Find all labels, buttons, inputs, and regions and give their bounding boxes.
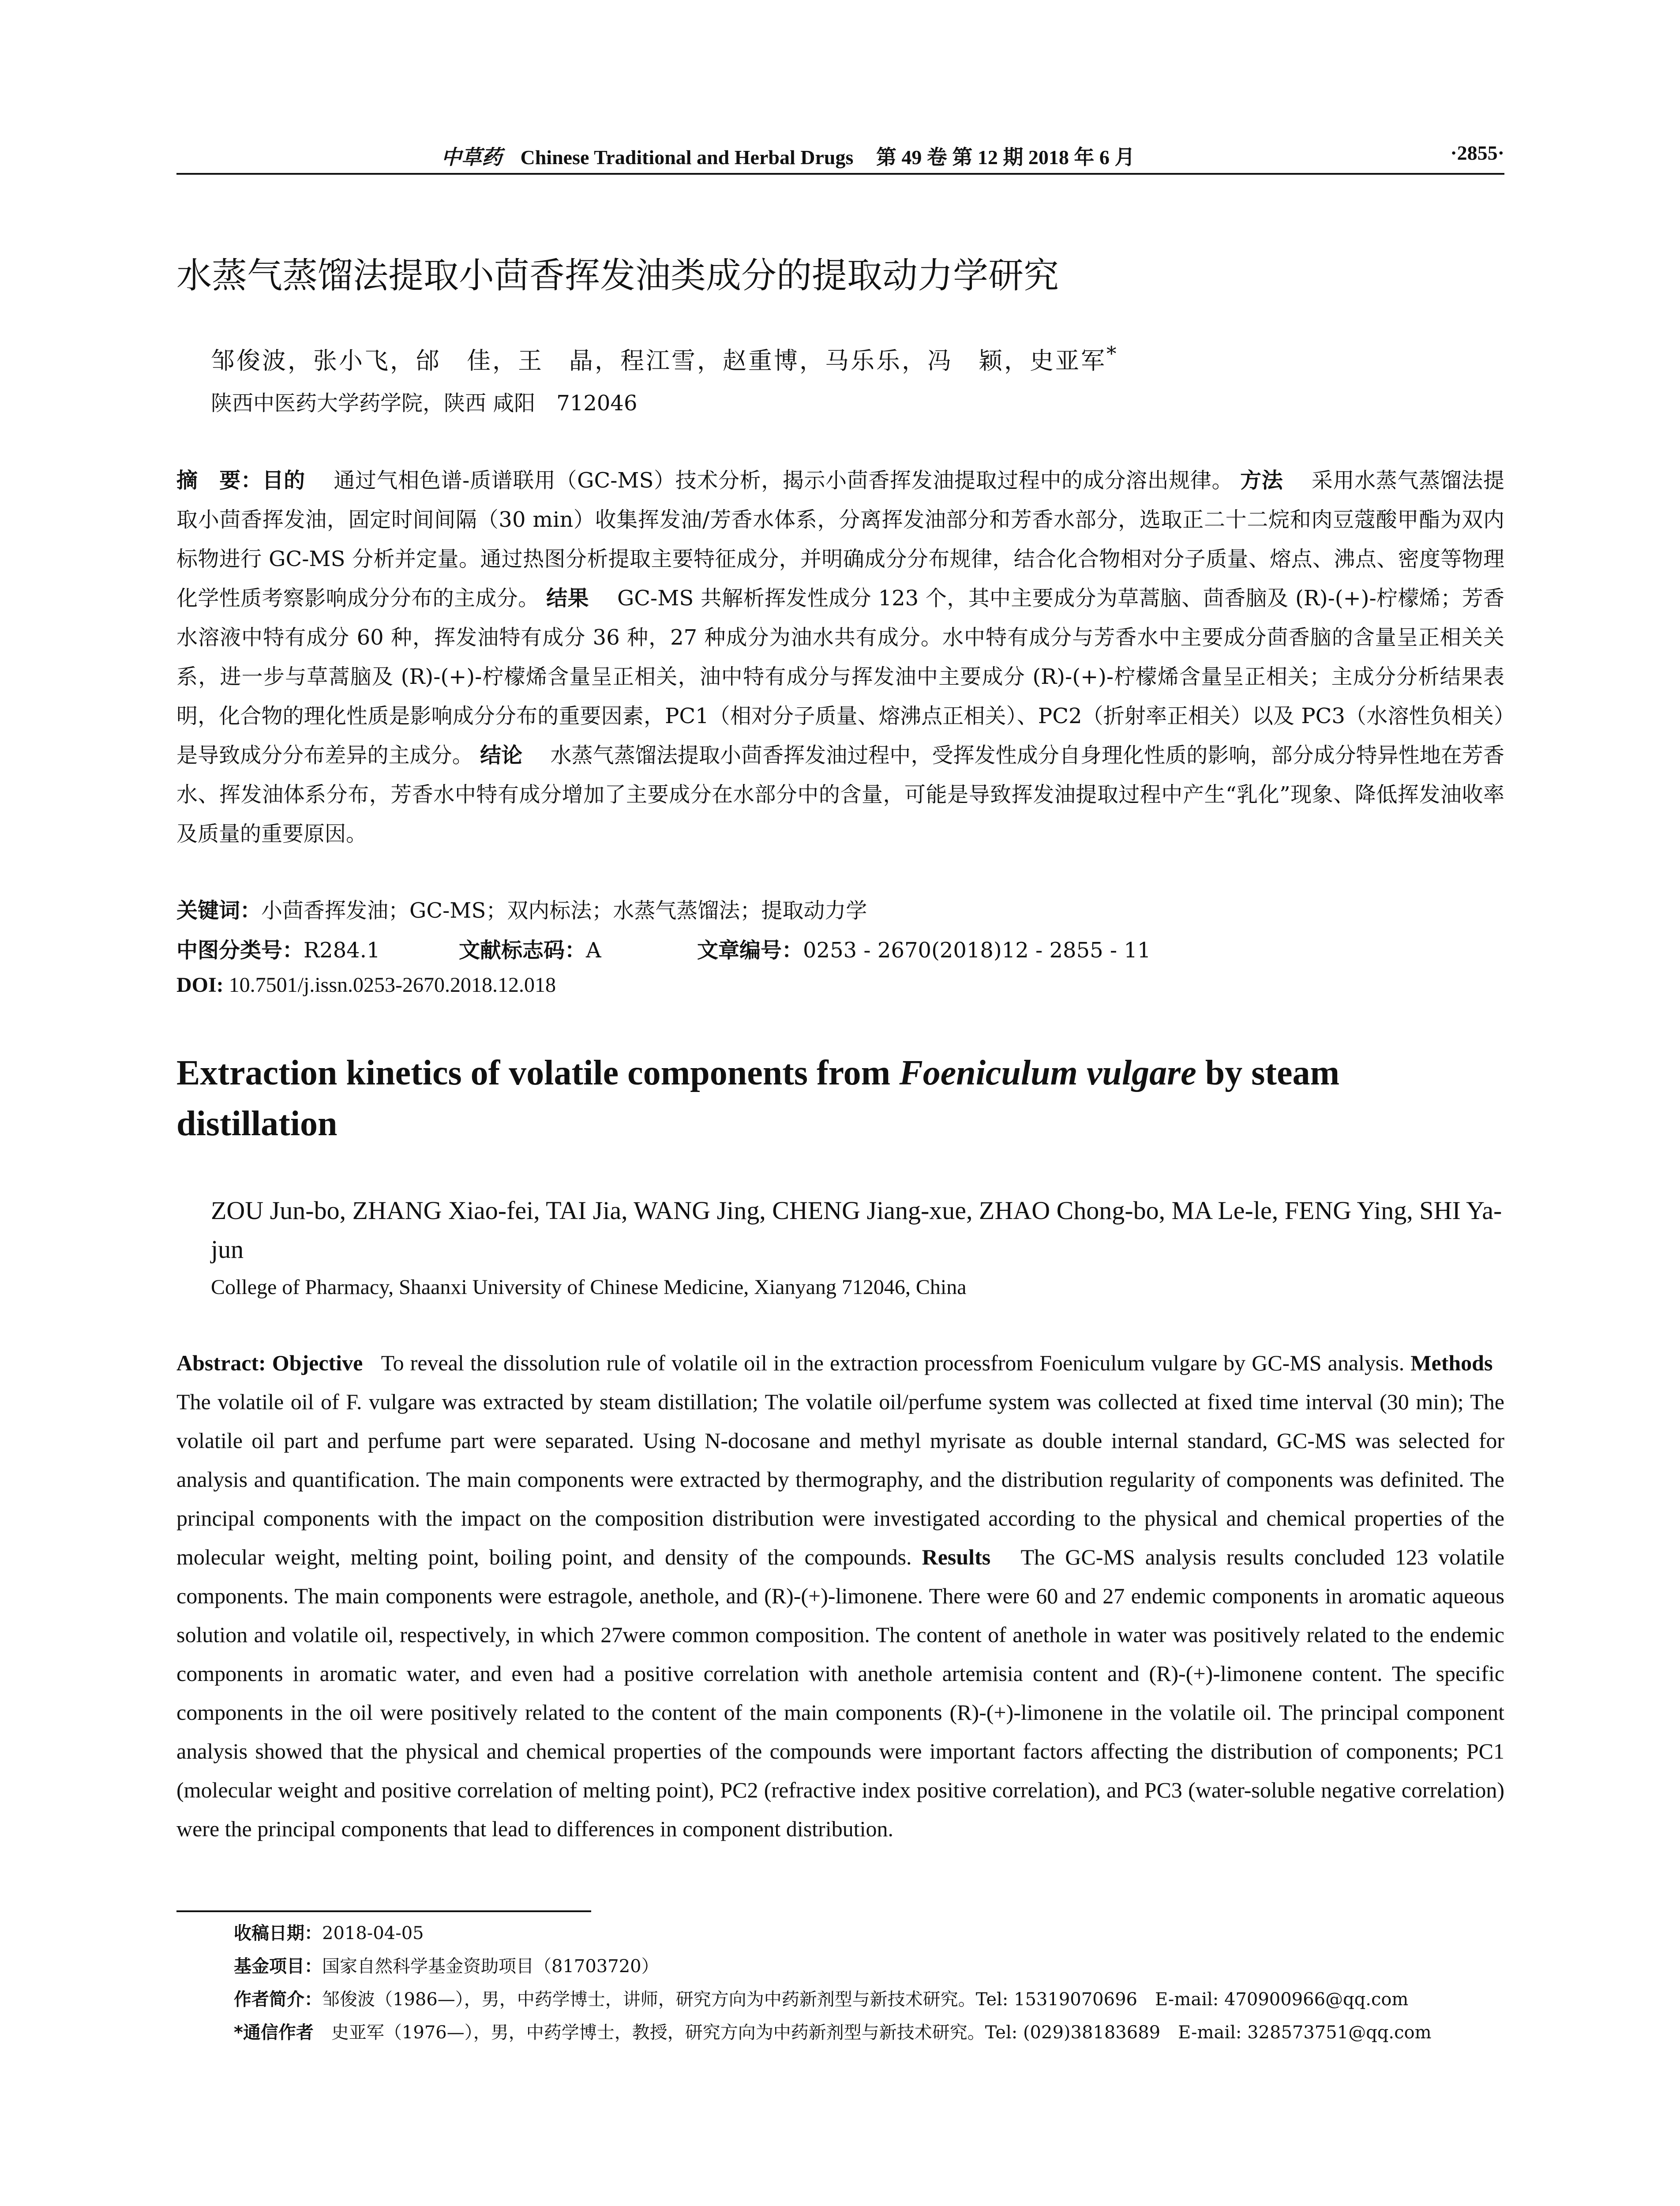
clc-value: R284.1 (304, 938, 380, 963)
article-no-value: 0253 - 2670(2018)12 - 2855 - 11 (803, 938, 1151, 963)
results-cn: GC-MS 共解析挥发性成分 123 个，其中主要成分为草蒿脑、茴香脑及 (R)-(+)-柠檬烯；芳香水溶液中特有成分 60 种，挥发油特有成分 36 种，27 种成分为油水共有成分。水中特有成分与芳香水中主要成分茴香脑的含量呈正相关关系，进一步与草蒿脑及 (R)-(+)-柠檬烯含量呈正相关，油中特有成分与挥发油中主要成分 (R)-(+)-柠檬烯含量呈正相关；主成分分析结果表明，化合物的理化性质是影响成分分布的重要因素，PC1（相对分子质量、熔沸点正相关）、PC2（折射率正相关）以及 PC3（水溶性负相关）是导致成分分布差异的主成分。 (176, 586, 1504, 768)
doc-code-label: 文献标志码： (459, 938, 586, 963)
methods-cn: 采用水蒸气蒸馏法提取小茴香挥发油，固定时间间隔（30 min）收集挥发油/芳香水体系，分离挥发油部分和芳香水部分，选取正二十二烷和肉豆蔻酸甲酯为双内标物进行 GC-MS 分析并定量。通过热图分析提取主要特征成分，并明确成分分布规律，结合化合物相对分子质量、熔点、沸点、密度等物理化学性质考察影响成分分布的主成分。 (176, 468, 1504, 611)
abstract-en-label: Abstract: (176, 1351, 266, 1375)
journal-name-en: Chinese Traditional and Herbal Drugs (520, 146, 854, 169)
abstract-cn-label: 摘 要： (176, 468, 262, 493)
objective-en: To reveal the dissolution rule of volatile oil in the extraction processfrom Foeniculum vulgare by GC-MS analysis. (381, 1351, 1405, 1375)
doi-value: 10.7501/j.issn.0253-2670.2018.12.018 (229, 973, 556, 997)
keywords-label: 关键词： (176, 898, 262, 923)
author-bio-text: 邹俊波（1986—），男，中药学博士，讲师，研究方向为中药新剂型与新技术研究。Tel: 15319070696 E-mail: 470900966@qq.com (322, 1989, 1409, 2010)
objective-cn: 通过气相色谱-质谱联用（GC-MS）技术分析，揭示小茴香挥发油提取过程中的成分溶出规律。 (334, 468, 1234, 493)
journal-name-cn: 中草药 (441, 146, 502, 169)
footnote-author (234, 1985, 1504, 2011)
running-header (176, 141, 1504, 168)
clc-label: 中图分类号： (176, 938, 304, 963)
keywords (176, 893, 1504, 924)
results-label-en: Results (922, 1545, 991, 1569)
keywords-text: 小茴香挥发油；GC-MS；双内标法；水蒸气蒸馏法；提取动力学 (261, 898, 867, 923)
methods-label-en: Methods (1410, 1351, 1493, 1375)
conclusion-label-cn: 结论 (480, 743, 523, 768)
title-en (176, 1048, 1504, 1149)
corresponding-mark: * (1106, 342, 1118, 365)
title-en-species: Foeniculum vulgare (899, 1054, 1196, 1092)
doi-line (176, 973, 1504, 997)
footnote-received (234, 1919, 1504, 1944)
received-label: 收稿日期： (234, 1923, 322, 1943)
abstract-cn (176, 461, 1504, 854)
authors-en: ZOU Jun-bo, ZHANG Xiao-fei, TAI Jia, WANG Jing, CHENG Jiang-xue, ZHAO Chong-bo, MA Le-le, FENG Ying, SHI Ya-jun (211, 1196, 1502, 1264)
authors-cn (211, 342, 1508, 376)
affiliation-en: College of Pharmacy, Shaanxi University of Chinese Medicine, Xianyang 712046, China (211, 1276, 967, 1299)
results-label-cn: 结果 (546, 586, 589, 611)
doc-code-value: A (586, 938, 601, 963)
abstract-en (176, 1343, 1504, 1848)
methods-en: The volatile oil of F. vulgare was extracted by steam distillation; The volatile oil/perfume system was collected at fixed time interval (30 min); The volatile oil part and perfume part were separated. Using N-docosane and methyl myrisate as double internal standard, GC-MS was selected for analysis and quantification. The main components were extracted by thermography, and the distribution regularity of components was definited. The principal components with the impact on the composition distribution were investigated according to the physical and chemical properties of the molecular weight, melting point, boiling point, and density of the compounds. (176, 1389, 1504, 1569)
authors-cn-list: 邹俊波，张小飞，邰 佳，王 晶，程江雪，赵重博，马乐乐，冯 颖，史亚军 (211, 347, 1106, 375)
article-no-label: 文章编号： (697, 938, 803, 963)
issue-info: 第 49 卷 第 12 期 2018 年 6 月 (876, 146, 1135, 169)
footnote-corresponding (234, 2018, 1504, 2044)
title-cn: 水蒸气蒸馏法提取小茴香挥发油类成分的提取动力学研究 (176, 255, 1059, 296)
fund-label: 基金项目： (234, 1956, 322, 1977)
classification-line (176, 933, 1504, 964)
author-bio-label: 作者简介： (234, 1989, 322, 2010)
header-journal (441, 141, 1135, 170)
results-en: The GC-MS analysis results concluded 123 volatile components. The main components were estragole, anethole, and (R)-(+)-limonene. There were 60 and 27 endemic components in aromatic aqueous solution and volatile oil, respectively, in which 27were common composition. The content of anethole in water was positively related to the endemic components in aromatic water, and even had a positive correlation with anethole artemisia content and (R)-(+)-limonene content. The specific components in the oil were positively related to the content of the main components (R)-(+)-limonene in the volatile oil. The principal component analysis showed that the physical and chemical properties of the compounds were important factors affecting the distribution of components; PC1 (molecular weight and positive correlation of melting point), PC2 (refractive index positive correlation), and PC3 (water-soluble negative correlation) were the principal components that lead to differences in component distribution. (176, 1545, 1505, 1841)
header-rule (176, 173, 1504, 175)
title-en-part1: Extraction kinetics of volatile components from (176, 1054, 900, 1092)
corresponding-text: 史亚军（1976—），男，中药学博士，教授，研究方向为中药新剂型与新技术研究。Tel: (029)38183689 E-mail: 328573751@qq.com (331, 2022, 1432, 2043)
conclusion-cn: 水蒸气蒸馏法提取小茴香挥发油过程中，受挥发性成分自身理化性质的影响，部分成分特异性地在芳香水、挥发油体系分布，芳香水中特有成分增加了主要成分在水部分中的含量，可能是导致挥发油提取过程中产生“乳化”现象、降低挥发油收率及质量的重要原因。 (176, 743, 1504, 846)
received-date: 2018-04-05 (322, 1923, 424, 1943)
objective-label-en: Objective (272, 1351, 363, 1375)
doi-label: DOI: (176, 973, 224, 997)
footnote-fund (234, 1952, 1504, 1977)
footnote-rule (176, 1910, 591, 1912)
objective-label-cn: 目的 (262, 468, 305, 493)
methods-label-cn: 方法 (1240, 468, 1283, 493)
corresponding-label: *通信作者 (234, 2022, 314, 2043)
fund-text: 国家自然科学基金资助项目（81703720） (322, 1956, 659, 1977)
affiliation-cn: 陕西中医药大学药学院，陕西 咸阳 712046 (211, 391, 638, 416)
title-en-part2: by steam distillation (176, 1054, 1340, 1143)
page-number: ·2855· (1450, 142, 1504, 164)
